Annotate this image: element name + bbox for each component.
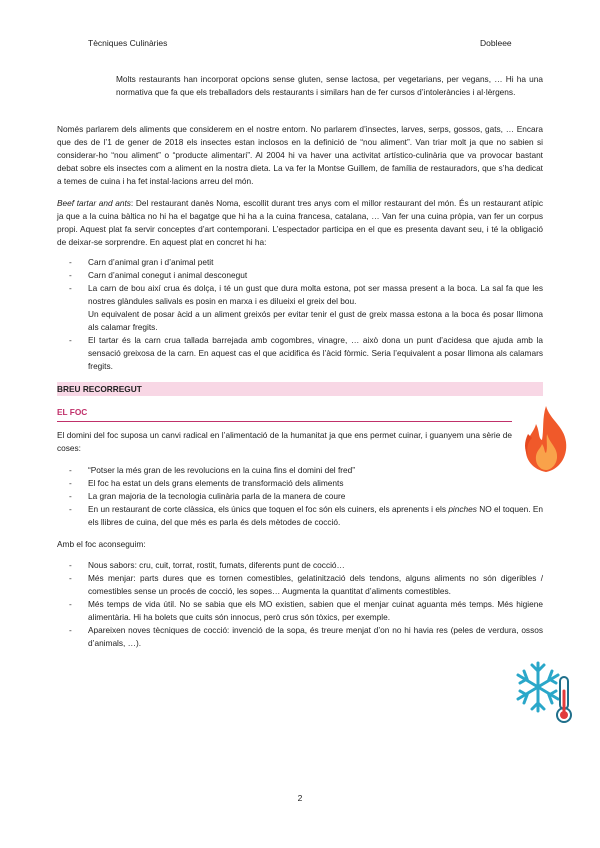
snowflake-thermometer-icon xyxy=(516,657,576,725)
list-item-sub: Un equivalent de posar àcid a un aliment greixós per evitar tenir el gust de greix massa estona a la boca és posar llimona als calamar fregits. xyxy=(88,309,543,332)
list-item: - El tartar és la carn crua tallada barrejada amb cogombres, vinagre, … això dona un punt d’acidesa que ajuda amb la sensació greixosa de la carn. En aquest cas el que acidifica és l’àcid fòrmic. Seria l’equivalent a posar llimona als calamars fregits. xyxy=(88,334,543,373)
list-item: - Més temps de vida útil. No se sabia que els MO existien, sabien que el menjar cuinat aguanta més temps. Més higiene alimentària. Hi ha bolets que cuits són innocus, però crus són tòxics, per exemple. xyxy=(88,598,543,624)
dish-name: Beef tartar and ants xyxy=(57,198,131,208)
paragraph-insects: Només parlarem dels aliments que considerem en el nostre entorn. No parlarem d’insectes, larves, serps, gossos, gats, … Encara que des de l’1 de gener de 2018 els insectes estan inclosos en la definició de “nou aliment”. Van triar molt ja que no sabien si considerar-ho “nou aliment” o “producte alimentari”. Al 2004 hi va haver una activitat artístico-culinària que va provocar bastant debat sobre els insectes com a aliment en la nostra dieta. La va fer la Montse Guillem, de família de restauradors, que s’ha dedicat a temes de cuina i ha fet instal·lacions arreu del món. xyxy=(57,124,543,186)
paragraph-fire: El domini del foc suposa un canvi radical en l’alimentació de la humanitat ja que ens permet cuinar, i guanyem una sèrie de coses: xyxy=(57,430,512,453)
list-item: - Carn d’animal gran i d’animal petit xyxy=(88,256,543,269)
paragraph-noma xyxy=(57,197,543,249)
page-number: 2 xyxy=(297,793,303,803)
list-dish xyxy=(88,256,543,373)
list-item: - Nous sabors: cru, cuit, torrat, rostit, fumats, diferents punt de cocció… xyxy=(88,559,543,572)
list-item: - La gran majoria de la tecnologia culinària parla de la manera de coure xyxy=(88,490,543,503)
list-item: - Més menjar: parts dures que es tornen comestibles, gelatinització dels tendons, alguns aliments no són digeribles / comestibles sense un procés de cocció, les sopes… Augmenta la quantitat d’aliments comestibles. xyxy=(88,572,543,598)
header-left: Tècniques Culinàries xyxy=(88,38,168,48)
header-right: Dobleee xyxy=(480,38,512,48)
list-item: - En un restaurant de corte clàssica, els únics que toquen el foc són els cuiners, els aprenents i els pinches NO el toquen. En els llibres de cuina, del que més es parla és dels mètodes de cocció. xyxy=(88,503,543,529)
section-heading-foc: EL FOC xyxy=(57,406,512,422)
list-item: - La carn de bou així crua és dolça, i té un gust que dura molta estona, pot ser massa present a la boca. La sal fa que les nostres glàndules salivals es posin en marxa i es dilueixi el greix del bou. Un equivalent de posar àcid a un aliment greixós per evitar tenir el gust de greix massa estona a la boca és posar llimona als calamar fregits. xyxy=(88,282,543,334)
list-fire-facts xyxy=(88,464,543,529)
list-achievements xyxy=(88,559,543,650)
list-item: - Apareixen noves tècniques de cocció: invenció de la sopa, és treure menjat d’on no hi havia res (peles de verdura, ossos d’animals, …). xyxy=(88,624,543,650)
paragraph-intolerances: Molts restaurants han incorporat opcions sense gluten, sense lactosa, per vegetarians, per vegans, … Hi ha una normativa que fa que els treballadors dels restaurants i similars han de fer cursos d’intoleràncies i al·lèrgens. xyxy=(116,74,543,97)
paragraph-achievements: Amb el foc aconseguim: xyxy=(57,539,146,549)
list-item: - Carn d’animal conegut i animal desconegut xyxy=(88,269,543,282)
list-item: - El foc ha estat un dels grans elements de transformació dels aliments xyxy=(88,477,543,490)
paragraph-noma-text: : Del restaurant danès Noma, escollit durant tres anys com el millor restaurant del món. És un restaurant atípic ja que a la cuina bàltica no hi ha el bagatge que hi ha a la cuina francesa, catalana, … Van fer una cuina pròpia, van fer un corpus propi. Aquest plat fa servir conceptes d’art contemporani. L’espectador participa en el que es presenta davant seu, i té la obligació de deixar-se sorprendre. En aquest plat en concret hi ha: xyxy=(57,198,543,247)
list-item: - “Potser la més gran de les revolucions en la cuina fins el domini del fred” xyxy=(88,464,543,477)
section-heading-breu: BREU RECORREGUT xyxy=(57,382,543,396)
